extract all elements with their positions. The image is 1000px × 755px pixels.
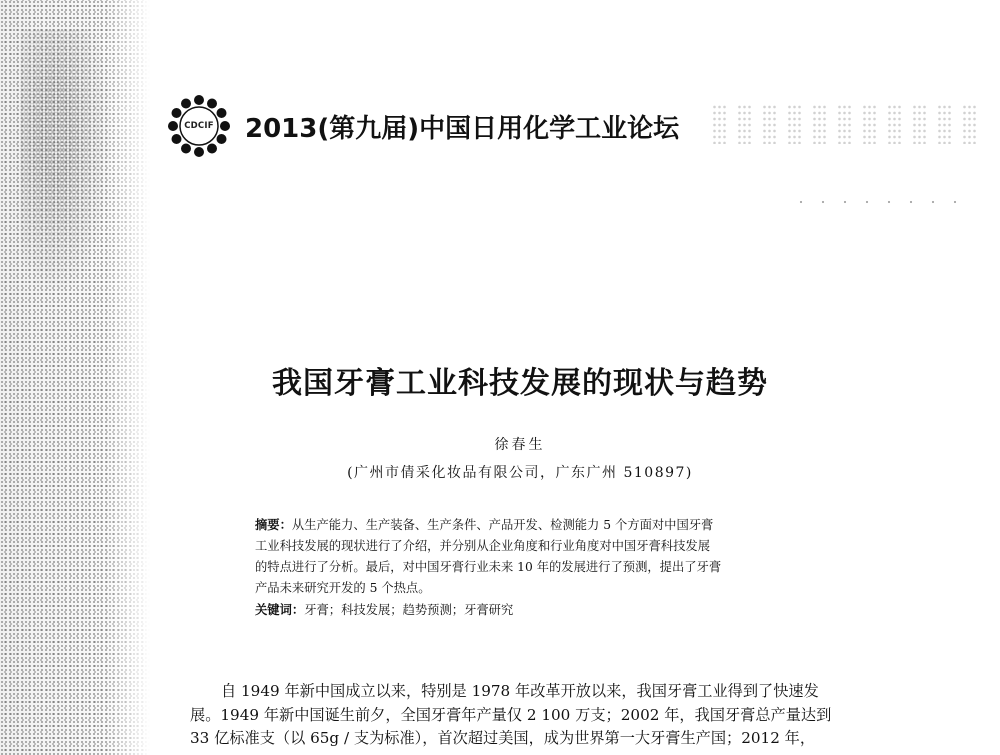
scan-margin-shading [20, 30, 110, 290]
body-line: 自 1949 年新中国成立以来，特别是 1978 年改革开放以来，我国牙膏工业得到了快速发 [221, 682, 819, 700]
author-affiliation: (广州市倩采化妆品有限公司，广东广州 510897) [347, 465, 693, 481]
abstract-line: 工业科技发展的现状进行了介绍，并分别从企业角度和行业角度对中国牙膏科技发展 [255, 539, 710, 553]
forum-logo [165, 92, 233, 160]
abstract-line: 的特点进行了分析。最后，对中国牙膏行业未来 10 年的发展进行了预测，提出了牙膏 [255, 560, 722, 574]
abstract-text: 从生产能力、生产装备、生产条件、产品开发、检测能力 5 个方面对中国牙膏 [291, 518, 714, 532]
body-line: 展。1949 年新中国诞生前夕，全国牙膏年产量仅 2 100 万支；2002 年，我国牙膏总产量达到 [190, 705, 832, 724]
keywords-text: 牙膏；科技发展；趋势预测；牙膏研究 [304, 603, 514, 617]
abstract-line [255, 514, 825, 536]
paper-title: 我国牙膏工业科技发展的现状与趋势 [272, 366, 768, 401]
abstract-line: 产品未来研究开发的 5 个热点。 [255, 581, 431, 595]
forum-title: 2013(第九届)中国日用化学工业论坛 [245, 113, 680, 144]
logo-text: CDCIF [184, 121, 214, 131]
abstract-block [255, 514, 825, 621]
header-decoration [712, 104, 982, 144]
body-paragraph [190, 680, 930, 751]
abstract-label: 摘要： [255, 517, 292, 532]
body-line: 33 亿标准支（以 65g / 支为标准），首次超过美国，成为世界第一大牙膏生产国；2012 年， [190, 729, 816, 747]
keywords-line [255, 599, 825, 621]
forum-header [165, 96, 679, 156]
keywords-label: 关键词： [255, 602, 305, 617]
author-name: 徐春生 [494, 437, 546, 453]
decorative-dots [790, 200, 960, 204]
